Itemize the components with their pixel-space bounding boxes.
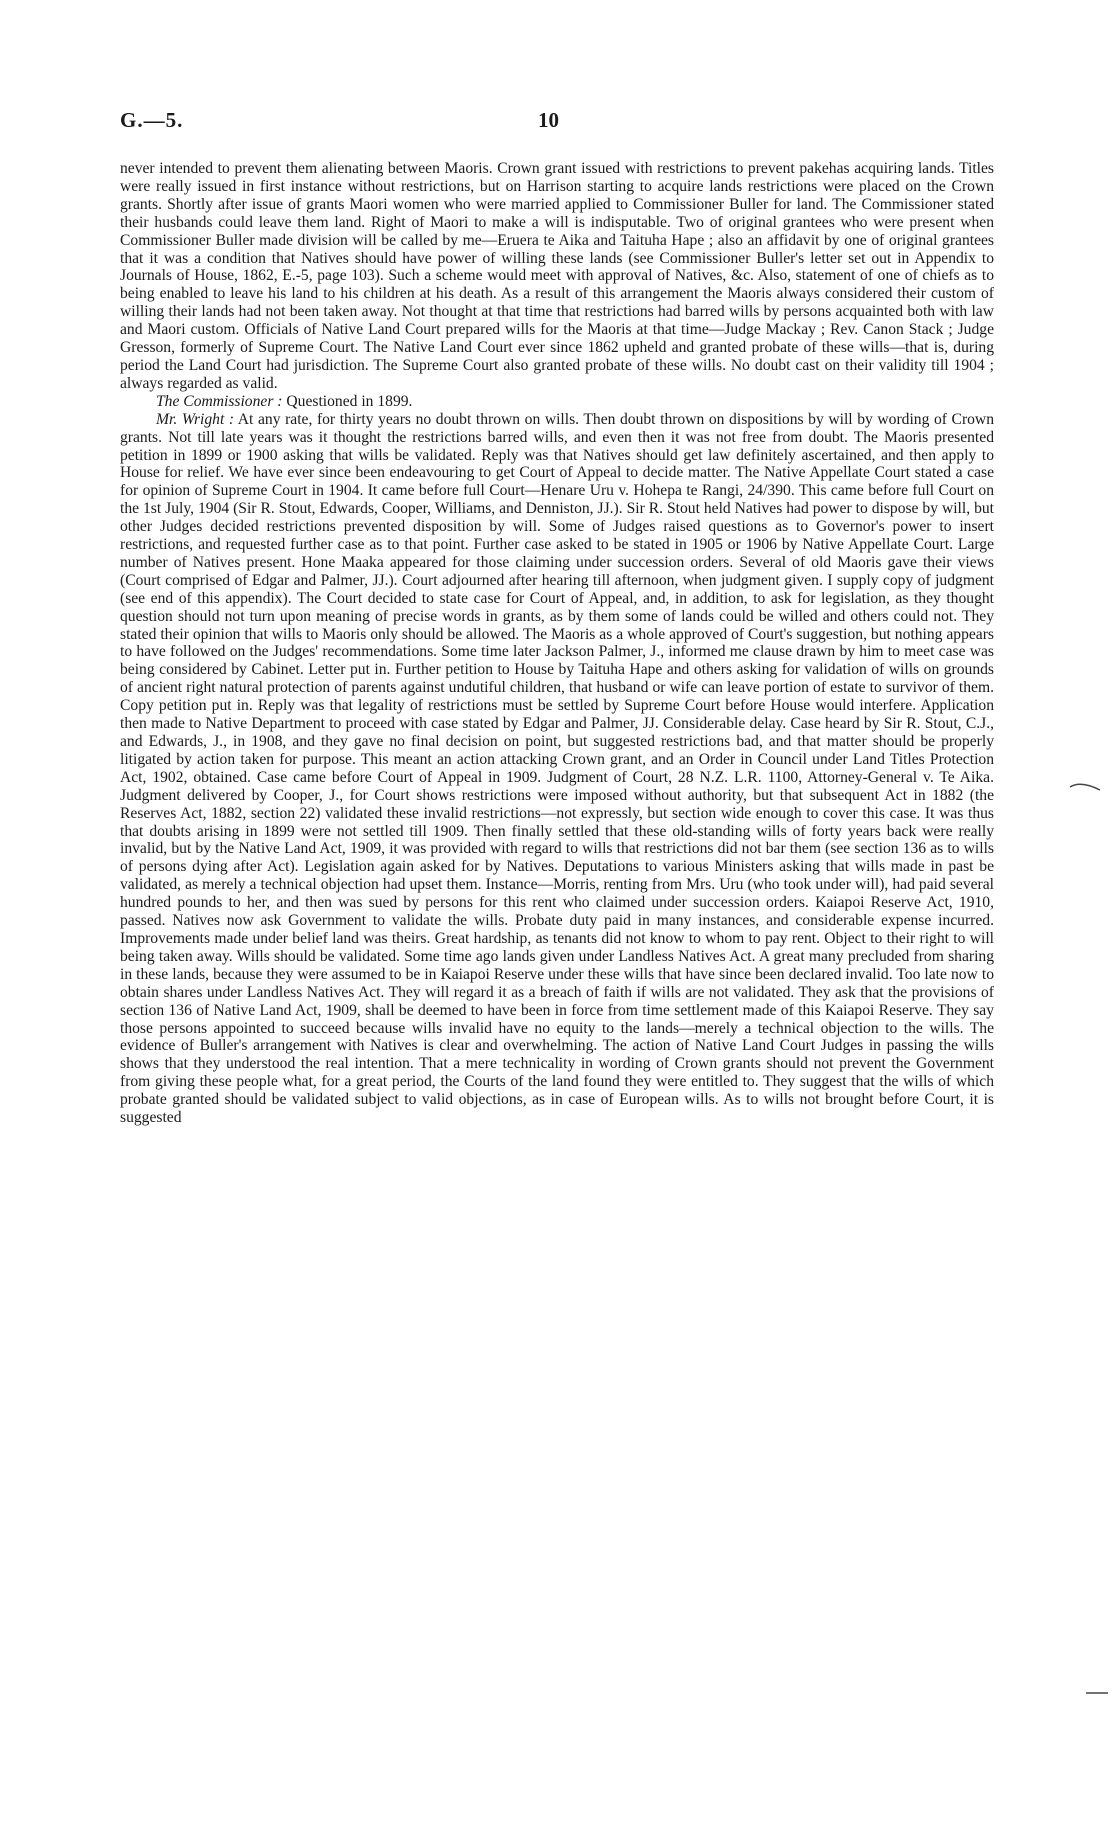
speech-text: At any rate, for thirty years no doubt thrown on wills. Then doubt thrown on dispositions by will by wording of Crown grants. Not till late years was it thought the restrictions barred wills, and even then it was not free from doubt. The Maoris presented petition in 1899 or 1900 asking that wills be validated. Reply was that Natives should get law definitely ascertained, and then apply to House for relief. We have ever since been endeavouring to get Court of Appeal to decide matter. The Native Appellate Court stated a case for opinion of Supreme Court in 1904. It came before full Court—Henare Uru v. Hohepa te Rangi, 24/390. This came before full Court on the 1st July, 1904 (Sir R. Stout, Edwards, Cooper, Williams, and Denniston, JJ.). Sir R. Stout held Natives had power to dispose by will, but other Judges decided restrictions prevented disposition by will. Some of Judges raised questions as to Governor's power to insert restrictions, and requested further case as to that point. Further case asked to be stated in 1905 or 1906 by Native Appellate Court. Large number of Natives present. Hone Maaka appeared for those claiming under succession orders. Several of old Maoris gave their views (Court comprised of Edgar and Palmer, JJ.). Court adjourned after hearing till afternoon, when judgment given. I supply copy of judgment (see end of this appendix). The Court decided to state case for Court of Appeal, and, in addition, to ask for legislation, as they thought question should not turn upon meaning of precise words in grants, as by them some of lands could be willed and others could not. They stated their opinion that wills to Maoris only should be allowed. The Maoris as a whole approved of Court's suggestion, but nothing appears to have followed on the Judges' recommendations. Some time later Jackson Palmer, J., informed me clause drawn by him to meet case was being considered by Cabinet. Letter put in. Further petition to House by Taituha Hape and others asking for validation of wills on grounds of ancient right natural protection of parents against undutiful children, that husband or wife can leave portion of estate to survivor of them. Copy petition put in. Reply was that legality of restrictions must be settled by Supreme Court before House would interfere. Application then made to Native Department to proceed with case stated by Edgar and Palmer, JJ. Considerable delay. Case heard by Sir R. Stout, C.J., and Edwards, J., in 1908, and they gave no final decision on point, but suggested restrictions bad, and that matter should be properly litigated by action taken for purpose. This meant an action attacking Crown grant, and an Order in Council under Land Titles Protection Act, 1902, obtained. Case came before Court of Appeal in 1909. Judgment of Court, 28 N.Z. L.R. 1100, Attorney-General v. Te Aika. Judgment delivered by Cooper, J., for Court shows restrictions were imposed without authority, but that subsequent Act in 1882 (the Reserves Act, 1882, section 22) validated these invalid restrictions—not expressly, but section wide enough to cover this case. It was thus that doubts arising in 1899 were not settled till 1909. Then finally settled that these old-standing wills of forty years back were really invalid, but by the Native Land Act, 1909, it was provided with regard to wills that restrictions did not bar them (see section 136 as to wills of persons dying after Act). Legislation again asked for by Natives. Deputations to various Ministers asking that wills made in past be validated, as merely a technical objection had upset them. Instance—Morris, renting from Mrs. Uru (who took under will), had paid several hundred pounds to her, and then was sued by persons for this rent who claimed under succession orders. Kaiapoi Reserve Act, 1910, passed. Natives now ask Government to validate the wills. Probate duty paid in many instances, and considerable expense incurred. Improvements made under belief land was theirs. Great hardship, as tenants did not know to whom to pay rent. Object to their right to will being taken away. Wills should be validated. Some time ago lands given under Landless Natives Act. A great many precluded from sharing in these lands, because they were assumed to be in Kaiapoi Reserve under these wills that have since been declared invalid. Too late now to obtain shares under Landless Natives Act. They will regard it as a breach of faith if wills are not validated. They ask that the provisions of section 136 of Native Land Act, 1909, shall be deemed to have been in force from time settlement made of this Kaiapoi Reserve. They say those persons appointed to succeed because wills invalid have no equity to the lands—merely a technical objection to the wills. The evidence of Buller's arrangement with Natives is clear and overwhelming. The action of Native Land Court Judges in passing the wills shows that they understood the real intention. That a mere technicality in wording of Crown grants should not prevent the Government from giving these people what, for a great period, the Courts of the land found they were entitled to. They suggest that the wills of which probate granted should be validated subject to valid objections, as in case of European wills. As to wills not brought before Court, it is suggested: [120, 410, 994, 1127]
margin-mark-arrow: [1068, 780, 1102, 794]
document-reference: G.—5.: [120, 108, 184, 132]
paragraph-opening: never intended to prevent them alienating between Maoris. Crown grant issued with restrictions to prevent pakehas acquiring lands. Titles were really issued in first instance without restrictions, but on Harrison starting to acquire lands restrictions were placed on the Crown grants. Shortly after issue of grants Maori women who were married applied to Commissioner Buller for land. The Commissioner stated their husbands could leave them land. Right of Maori to make a will is indisputable. Two of original grantees who were present when Commissioner Buller made division will be called by me—Eruera te Aika and Taituha Hape ; also an affidavit by one of original grantees that it was a condition that Natives should have power of willing these lands (see Commissioner Buller's letter set out in Appendix to Journals of House, 1862, E.-5, page 103). Such a scheme would meet with approval of Natives, &c. Also, statement of one of chiefs as to being enabled to leave his land to his children at his death. As a result of this arrangement the Maoris always considered their custom of willing their lands had not been taken away. Not thought at that time that restrictions had barred wills by persons acquainted both with law and Maori custom. Officials of Native Land Court prepared wills for the Maoris at that time—Judge Mackay ; Rev. Canon Stack ; Judge Gresson, formerly of Supreme Court. The Native Land Court ever since 1862 upheld and granted probate of these wills—that is, during period the Land Court had jurisdiction. The Supreme Court also granted probate of these wills. No doubt cast on their validity till 1904 ; always regarded as valid.: [120, 160, 994, 392]
body-text: [120, 160, 994, 1127]
speech-text: Questioned in 1899.: [282, 392, 413, 410]
speaker-label: The Commissioner :: [156, 392, 283, 410]
margin-mark-dash: [1086, 1690, 1110, 1696]
page-header: [120, 108, 994, 138]
paragraph-commissioner: [120, 393, 994, 411]
page-number: 10: [538, 108, 559, 132]
speaker-label: Mr. Wright :: [156, 410, 235, 428]
paragraph-wright: [120, 411, 994, 1127]
